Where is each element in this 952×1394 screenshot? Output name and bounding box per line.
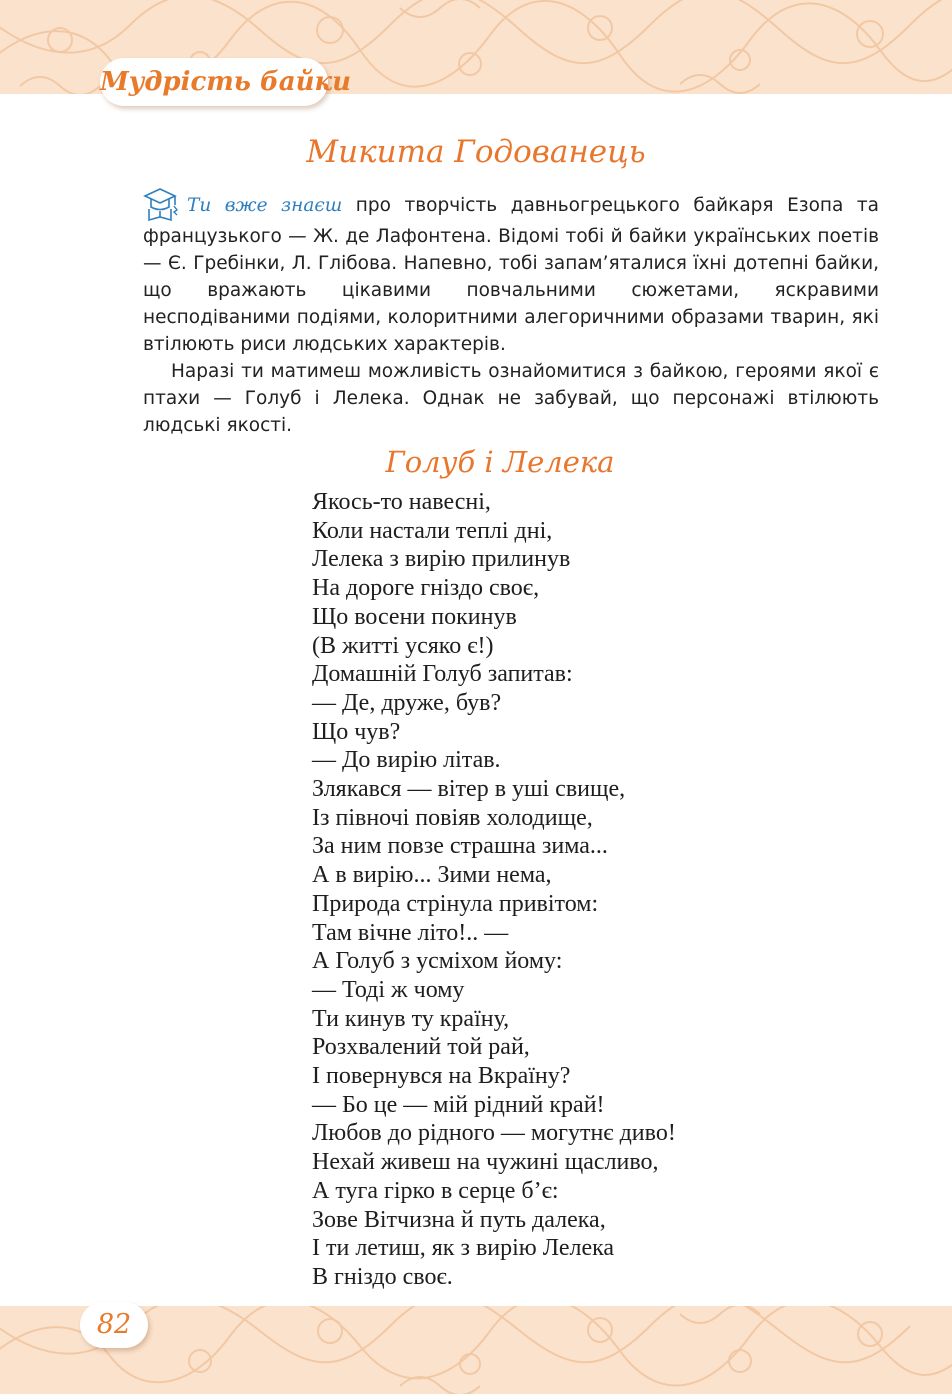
- poem-line: І повернувся на Вкраїну?: [312, 1063, 571, 1090]
- poem-line: А Голуб з усміхом йому:: [312, 948, 563, 975]
- intro-lead: Ти вже знаєш: [187, 195, 343, 216]
- poem-line: Що чув?: [312, 718, 401, 745]
- poem-line: Злякався — вітер в уші свище,: [312, 776, 626, 803]
- intro-paragraph-2: Наразі ти матимеш можливість ознайомитися з байкою, героями якої є птахи — Голуб і Лелека. Однак не забувай, що персонажі втілюють людські якості.: [143, 361, 879, 436]
- poem-line: — Де, друже, був?: [312, 689, 502, 716]
- page-number: 82: [80, 1302, 148, 1348]
- intro-paragraph-1: [143, 187, 879, 358]
- poem-line: Якось-то навесні,: [312, 489, 491, 515]
- fable-title: Голуб і Лелека: [385, 445, 615, 479]
- poem-line: Зове Вітчизна й путь далека,: [312, 1206, 606, 1233]
- author-heading: Микита Годованець: [306, 134, 646, 170]
- poem-line: І ти летиш, як з вирію Лелека: [312, 1235, 615, 1262]
- poem-line: Природа стрінула привітом:: [312, 890, 599, 917]
- poem-line: Ти кинув ту країну,: [312, 1005, 510, 1032]
- poem-line: Що восени покинув: [312, 603, 517, 630]
- fable-poem: [312, 488, 912, 1292]
- poem-line: Розхвалений той рай,: [312, 1034, 530, 1061]
- poem-line: — До вирію літав.: [312, 747, 501, 774]
- poem-line: Домашній Голуб запитав:: [312, 661, 573, 688]
- poem-line: Із півночі повіяв холодище,: [312, 804, 593, 831]
- poem-line: — Бо це — мій рідний край!: [312, 1091, 605, 1118]
- poem-line: Нехай живеш на чужині щасливо,: [312, 1149, 659, 1176]
- intro-paragraph-1-text: про творчість давньогрецького байкаря Езопа та французького — Ж. де Лафонтена. Відомі тобі й байки українських поетів — Є. Гребінки, Л. Глібова. Напевно, тобі запам’яталися їхні дотепні байки, що вражають цікавими повчальними сюжетами, яскравими несподіваними подіями, колоритними алегоричними образами тварин, які втілюють риси людських характерів.: [143, 195, 879, 355]
- poem-line: (В житті усяко є!): [312, 632, 494, 659]
- graduation-cap-book-icon: [143, 187, 183, 223]
- poem-line: Любов до рідного — могутнє диво!: [312, 1120, 676, 1147]
- poem-line: А в вирію... Зими нема,: [312, 862, 552, 889]
- poem-line: Лелека з вирію прилинув: [312, 546, 571, 573]
- section-label: Мудрість байки: [100, 58, 328, 106]
- intro-text: [143, 187, 879, 439]
- poem-line: Коли настали теплі дні,: [312, 517, 553, 544]
- poem-line: За ним повзе страшна зима...: [312, 833, 608, 860]
- poem-line: На дороге гніздо своє,: [312, 575, 540, 602]
- poem-line: В гніздо своє.: [312, 1263, 453, 1290]
- poem-line: Там вічне літо!.. —: [312, 919, 509, 946]
- poem-line: — Тоді ж чому: [312, 976, 465, 1003]
- poem-line: А туга гірко в серце б’є:: [312, 1177, 559, 1204]
